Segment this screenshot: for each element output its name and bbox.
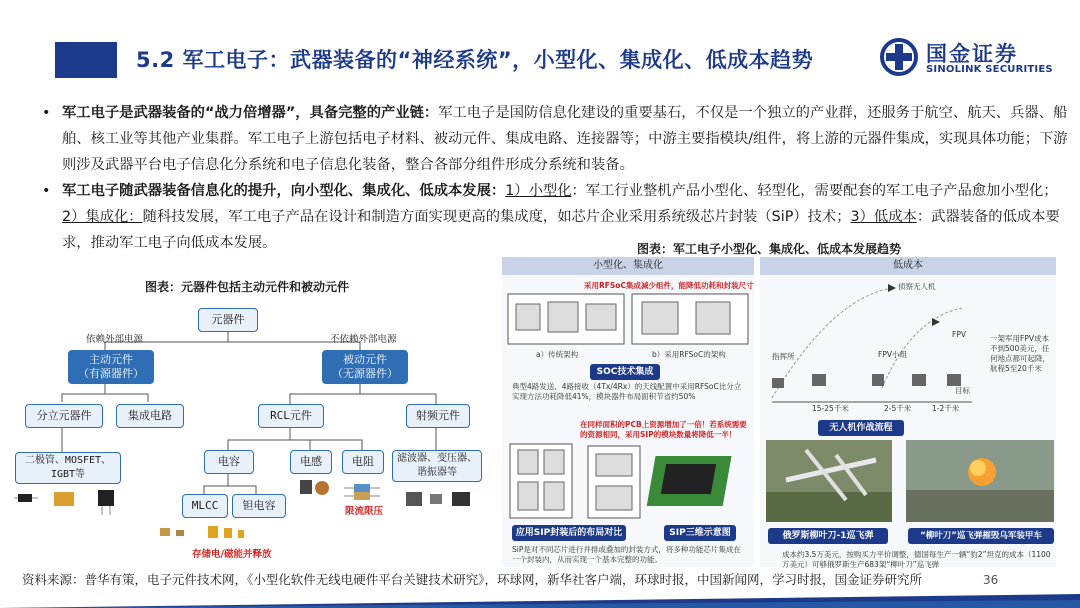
range-label-2: 2-5千米 bbox=[884, 404, 912, 413]
lancet-cost-description: 成本约3.5万美元，按购买力平价调整，德国每生产一辆“豹2”坦克的成本（1100万美元）可够俄罗斯生产683架“柳叶刀”巡飞弹 bbox=[782, 550, 1051, 569]
branch-label-no-external-power: 不依赖外部电源 bbox=[330, 334, 397, 345]
target-label: 目标 bbox=[955, 386, 970, 395]
resistor-note: 限流限压 bbox=[345, 506, 384, 517]
drone-operation-diagram bbox=[762, 278, 982, 412]
logo-chinese-name: 国金证券 bbox=[926, 42, 1018, 66]
drone-cost-note: 一架军用FPV成本不到500美元，任何地点都可起降，航程5至20千米 bbox=[990, 334, 1050, 373]
trend-integration-text: 随科技发展，军工电子产品在设计和制造方面实现更高的集成度，如芯片企业采用系统级芯片封装（SiP）技术； bbox=[142, 209, 851, 225]
bullet-dot: • bbox=[42, 183, 51, 199]
drone-process-badge: 无人机作战流程 bbox=[818, 420, 904, 436]
sip-note: 在同样面积的PCB上资源增加了一倍！若系统需要的资源相同，采用SIP的模块数量将降低一半！ bbox=[580, 420, 747, 439]
sinolink-logo-icon bbox=[880, 38, 918, 76]
lancet-drone-photo bbox=[766, 440, 892, 522]
tree-node-transistors: 二极管、MOSFET、IGBT等 bbox=[15, 452, 121, 484]
page-title: 5.2 军工电子：武器装备的“神经系统”，小型化、集成化、低成本趋势 bbox=[136, 48, 814, 72]
tree-node-rf: 射频元件 bbox=[406, 404, 470, 428]
tree-node-ic: 集成电路 bbox=[116, 404, 184, 428]
range-label-1: 15-25千米 bbox=[812, 404, 849, 413]
sip-layout-diagram bbox=[508, 442, 748, 522]
fpv-label: FPV bbox=[952, 330, 966, 339]
inductor-image bbox=[294, 476, 334, 500]
tree-node-active-components: 主动元件 （有源器件） bbox=[68, 350, 154, 384]
lancet-strike-badge: “柳叶刀”巡飞弹摧毁乌军装甲车 bbox=[908, 528, 1054, 544]
page-number: 36 bbox=[983, 573, 999, 587]
trend-integration-label: 2）集成化： bbox=[62, 209, 143, 225]
rf-parts-image bbox=[400, 486, 480, 512]
rfsoc-note: 采用RFSoC集成减少组件，能降低功耗和封装尺寸 bbox=[584, 281, 754, 290]
trend-low-cost-text: ：武器装备的低成本要求，推动军工电子向低成本发展。 bbox=[62, 209, 1060, 251]
tree-node-discrete: 分立元器件 bbox=[25, 404, 103, 428]
bullet-2-lead: 军工电子随武器装备信息化的提升，向小型化、集成化、低成本发展： bbox=[62, 183, 506, 199]
semiconductor-parts-image bbox=[14, 486, 134, 516]
tree-node-rcl: RCL元件 bbox=[258, 404, 324, 428]
tree-node-mlcc: MLCC bbox=[182, 494, 228, 518]
source-note: 资料来源：普华有策，电子元件技术网，《小型化软件无线电硬件平台关键技术研究》，环球网，新华社客户端，环球时报，中国新闻网，学习时报，国金证券研究所 bbox=[22, 572, 923, 587]
tree-node-resistor: 电阻 bbox=[342, 450, 384, 474]
recon-drone-label: 侦察无人机 bbox=[898, 282, 936, 291]
panel-head-low-cost: 低成本 bbox=[760, 257, 1056, 275]
sip-description: SiP是对不同芯片进行并排或叠加的封装方式，将多种功能芯片集成在一个封装内，从而实现一个基本完整的功能。 bbox=[512, 545, 741, 564]
left-figure-caption: 图表：元器件包括主动元件和被动元件 bbox=[145, 280, 350, 294]
branch-label-external-power: 依赖外部电源 bbox=[86, 334, 144, 345]
arch-b-label: b）采用RFSoC的架构 bbox=[652, 350, 726, 359]
tree-node-capacitor: 电容 bbox=[204, 450, 254, 474]
trend-miniaturization-label: 1）小型化 bbox=[505, 183, 572, 199]
tree-connectors bbox=[0, 0, 500, 570]
tree-node-tantalum: 钽电容 bbox=[232, 494, 286, 518]
resistor-image bbox=[344, 480, 380, 502]
command-post-label: 指挥所 bbox=[772, 352, 795, 361]
tree-node-filters: 滤波器、变压器、谐振器等 bbox=[392, 450, 482, 482]
soc-badge: SOC技术集成 bbox=[590, 364, 660, 380]
lancet-drone-badge: 俄罗斯柳叶刀-1巡飞弹 bbox=[768, 528, 888, 544]
logo-english-name: SINOLINK SECURITIES bbox=[926, 64, 1053, 75]
sip-3d-badge: SIP三维示意图 bbox=[664, 525, 736, 541]
tree-node-components: 元器件 bbox=[198, 308, 258, 332]
panel-head-integration: 小型化、集成化 bbox=[502, 257, 754, 275]
capacitor-note: 存储电/磁能并释放 bbox=[192, 549, 272, 560]
bottom-decor-band bbox=[0, 592, 1080, 608]
architecture-diagram bbox=[506, 292, 750, 348]
bullet-1-lead: 军工电子是武器装备的“战力倍增器”，具备完整的产业链： bbox=[62, 105, 439, 121]
trend-low-cost-label: 3）低成本 bbox=[850, 209, 917, 225]
right-figure-caption: 图表：军工电子小型化、集成化、低成本发展趋势 bbox=[637, 242, 902, 256]
soc-description: 典型4路发送、4路接收（4Tx/4Rx）的天线配置中采用RFSoC比分立实现方法功耗降低41%，模块器件布局面积节省约50% bbox=[512, 382, 742, 401]
fpv-group-label: FPV小组 bbox=[878, 350, 907, 359]
sip-layout-badge: 应用SIP封装后的布局对比 bbox=[512, 525, 626, 541]
capacitor-parts-image bbox=[150, 522, 290, 544]
lancet-strike-photo bbox=[906, 440, 1054, 522]
bullet-1-text: 军工电子是国防信息化建设的重要基石，不仅是一个独立的产业群，还服务于航空、航天、兵器、船舶、核工业等其他产业集群。军工电子上游包括电子材料、被动元件、集成电路、连接器等；中游主要指模块/组件，将上游的元器件集成，实现具体功能；下游则涉及武器平台电子信息化分系统和电子信息化装备，整合各部分组件形成分系统和装备。 bbox=[62, 105, 1068, 173]
range-label-3: 1-2千米 bbox=[932, 404, 960, 413]
bullet-dot: • bbox=[42, 105, 51, 121]
tree-node-passive-components: 被动元件 （无源器件） bbox=[322, 350, 408, 384]
arch-a-label: a）传统架构 bbox=[536, 350, 579, 359]
trend-miniaturization-text: ：军工行业整机产品小型化、轻型化，需要配套的军工电子产品愈加小型化； bbox=[571, 183, 1058, 199]
tree-node-inductor: 电感 bbox=[290, 450, 332, 474]
